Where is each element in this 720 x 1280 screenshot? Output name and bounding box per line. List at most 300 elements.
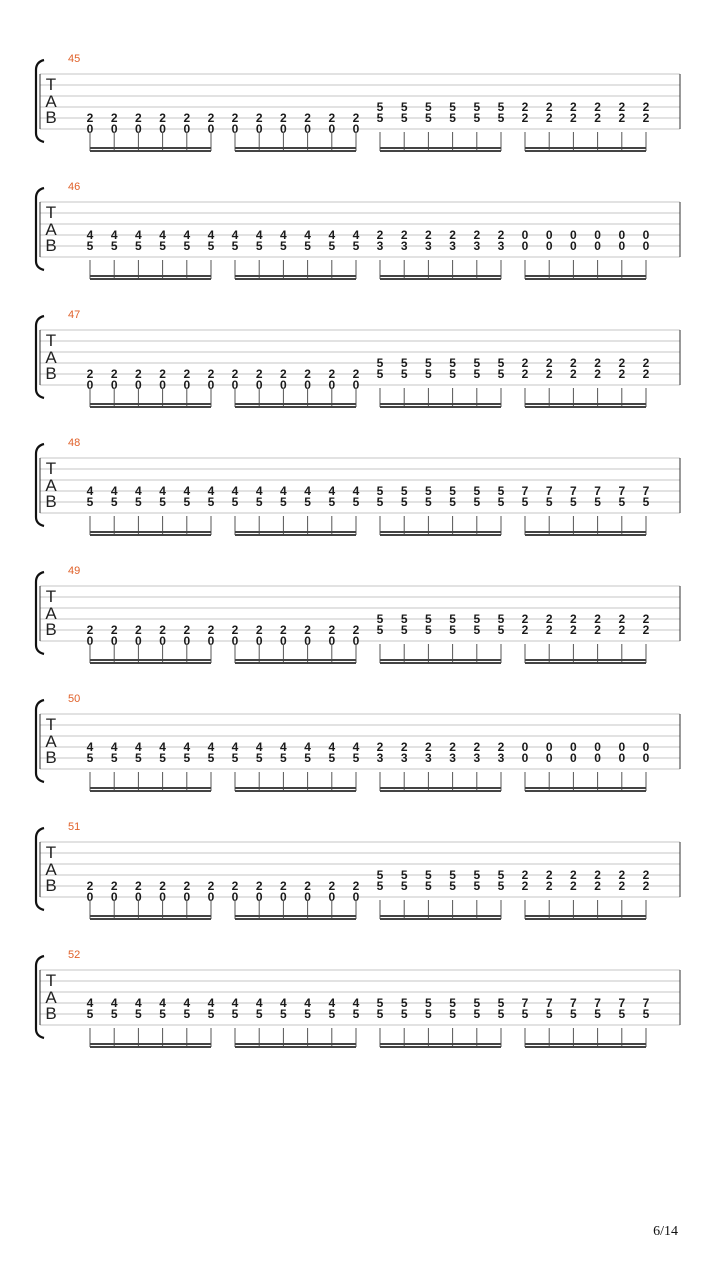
fret-number: 2 xyxy=(231,623,239,637)
fret-number: 0 xyxy=(110,890,118,904)
fret-number: 2 xyxy=(594,879,601,893)
tab-clef-letter: A xyxy=(45,220,57,239)
fret-number: 0 xyxy=(135,378,142,392)
fret-number: 5 xyxy=(207,495,215,509)
fret-number: 2 xyxy=(135,623,142,637)
fret-number: 0 xyxy=(86,890,94,904)
fret-number: 2 xyxy=(570,356,577,370)
fret-number: 5 xyxy=(280,495,287,509)
fret-number: 5 xyxy=(376,484,384,498)
fret-number: 2 xyxy=(280,623,287,637)
fret-number: 2 xyxy=(545,623,553,637)
fret-number: 4 xyxy=(352,740,360,754)
fret-number: 2 xyxy=(159,879,166,893)
fret-number: 4 xyxy=(255,484,263,498)
fret-number: 2 xyxy=(570,367,577,381)
fret-number: 2 xyxy=(594,623,601,637)
fret-number: 5 xyxy=(352,1007,360,1021)
fret-number: 2 xyxy=(86,879,94,893)
fret-number: 2 xyxy=(521,100,529,114)
fret-number: 0 xyxy=(207,122,215,136)
tab-clef-letter: T xyxy=(45,587,57,606)
fret-number: 5 xyxy=(473,879,481,893)
fret-number: 2 xyxy=(521,367,529,381)
fret-number: 2 xyxy=(545,879,553,893)
fret-number: 5 xyxy=(473,1007,481,1021)
fret-number: 0 xyxy=(618,740,626,754)
fret-number: 0 xyxy=(86,634,94,648)
fret-number: 5 xyxy=(328,495,336,509)
fret-number: 5 xyxy=(255,495,263,509)
fret-number: 5 xyxy=(425,1007,432,1021)
fret-number: 0 xyxy=(594,740,601,754)
fret-number: 4 xyxy=(135,740,142,754)
tab-system xyxy=(36,949,680,1047)
fret-number: 5 xyxy=(376,100,384,114)
fret-number: 7 xyxy=(570,996,577,1010)
fret-number: 2 xyxy=(642,356,650,370)
fret-number: 2 xyxy=(618,623,626,637)
fret-number: 5 xyxy=(376,879,384,893)
fret-number: 2 xyxy=(207,623,215,637)
fret-number: 2 xyxy=(280,111,287,125)
fret-number: 4 xyxy=(183,228,191,242)
fret-number: 5 xyxy=(207,1007,215,1021)
tab-clef-letter: T xyxy=(45,843,57,862)
fret-number: 5 xyxy=(352,239,360,253)
fret-number: 5 xyxy=(376,367,384,381)
fret-number: 5 xyxy=(110,495,118,509)
fret-number: 5 xyxy=(376,111,384,125)
tab-clef-letter: A xyxy=(45,92,57,111)
fret-number: 0 xyxy=(618,751,626,765)
fret-number: 5 xyxy=(400,868,408,882)
fret-number: 5 xyxy=(183,495,191,509)
fret-number: 4 xyxy=(159,484,166,498)
fret-number: 2 xyxy=(207,111,215,125)
fret-number: 4 xyxy=(328,484,336,498)
fret-number: 5 xyxy=(280,239,287,253)
fret-number: 5 xyxy=(449,356,456,370)
fret-number: 3 xyxy=(497,239,505,253)
fret-number: 5 xyxy=(231,1007,239,1021)
fret-number: 0 xyxy=(618,239,626,253)
fret-number: 4 xyxy=(352,484,360,498)
fret-number: 5 xyxy=(400,612,408,626)
fret-number: 5 xyxy=(400,356,408,370)
measure-number: 51 xyxy=(68,821,81,833)
fret-number: 0 xyxy=(352,890,360,904)
fret-number: 5 xyxy=(328,239,336,253)
fret-number: 5 xyxy=(183,1007,191,1021)
fret-number: 2 xyxy=(449,740,456,754)
fret-number: 5 xyxy=(159,751,166,765)
fret-number: 0 xyxy=(570,228,577,242)
fret-number: 5 xyxy=(497,1007,505,1021)
fret-number: 5 xyxy=(280,751,287,765)
fret-number: 5 xyxy=(255,751,263,765)
fret-number: 4 xyxy=(183,484,191,498)
fret-number: 2 xyxy=(618,100,626,114)
fret-number: 0 xyxy=(135,122,142,136)
fret-number: 2 xyxy=(207,879,215,893)
fret-number: 0 xyxy=(642,239,650,253)
fret-number: 5 xyxy=(376,495,384,509)
fret-number: 0 xyxy=(183,634,191,648)
fret-number: 0 xyxy=(255,890,263,904)
fret-number: 5 xyxy=(255,1007,263,1021)
fret-number: 5 xyxy=(497,356,505,370)
fret-number: 5 xyxy=(207,751,215,765)
tab-clef-letter: T xyxy=(45,715,57,734)
fret-number: 7 xyxy=(545,996,553,1010)
fret-number: 5 xyxy=(159,1007,166,1021)
fret-number: 0 xyxy=(642,228,650,242)
fret-number: 2 xyxy=(183,367,191,381)
fret-number: 2 xyxy=(545,100,553,114)
fret-number: 2 xyxy=(255,367,263,381)
fret-number: 5 xyxy=(207,239,215,253)
tab-clef-letter: B xyxy=(45,364,57,383)
tab-clef-letter: B xyxy=(45,236,57,255)
fret-number: 2 xyxy=(304,623,311,637)
fret-number: 2 xyxy=(642,612,650,626)
fret-number: 4 xyxy=(135,996,142,1010)
fret-number: 0 xyxy=(328,378,336,392)
fret-number: 5 xyxy=(497,868,505,882)
fret-number: 5 xyxy=(400,996,408,1010)
fret-number: 2 xyxy=(521,612,529,626)
fret-number: 0 xyxy=(207,890,215,904)
fret-number: 2 xyxy=(545,367,553,381)
fret-number: 4 xyxy=(159,228,166,242)
fret-number: 5 xyxy=(473,100,481,114)
fret-number: 2 xyxy=(159,367,166,381)
fret-number: 0 xyxy=(304,122,311,136)
fret-number: 5 xyxy=(473,367,481,381)
fret-number: 5 xyxy=(425,356,432,370)
fret-number: 4 xyxy=(255,996,263,1010)
fret-number: 4 xyxy=(110,996,118,1010)
fret-number: 2 xyxy=(110,367,118,381)
measure-number: 48 xyxy=(68,437,81,449)
fret-number: 3 xyxy=(400,239,408,253)
fret-number: 5 xyxy=(183,751,191,765)
fret-number: 2 xyxy=(618,879,626,893)
fret-number: 5 xyxy=(328,1007,336,1021)
fret-number: 5 xyxy=(642,1007,650,1021)
fret-number: 5 xyxy=(231,495,239,509)
fret-number: 5 xyxy=(497,612,505,626)
fret-number: 5 xyxy=(449,996,456,1010)
fret-number: 4 xyxy=(110,228,118,242)
fret-number: 0 xyxy=(352,122,360,136)
fret-number: 5 xyxy=(135,1007,142,1021)
fret-number: 0 xyxy=(183,122,191,136)
fret-number: 4 xyxy=(280,228,287,242)
fret-number: 2 xyxy=(328,367,336,381)
fret-number: 5 xyxy=(497,495,505,509)
fret-number: 2 xyxy=(231,879,239,893)
fret-number: 5 xyxy=(86,751,94,765)
fret-number: 4 xyxy=(110,740,118,754)
fret-number: 2 xyxy=(328,623,336,637)
fret-number: 2 xyxy=(642,868,650,882)
fret-number: 5 xyxy=(135,495,142,509)
fret-number: 4 xyxy=(280,484,287,498)
fret-number: 2 xyxy=(594,111,601,125)
fret-number: 5 xyxy=(231,239,239,253)
fret-number: 4 xyxy=(231,484,239,498)
fret-number: 2 xyxy=(304,879,311,893)
fret-number: 0 xyxy=(328,122,336,136)
fret-number: 5 xyxy=(159,495,166,509)
tab-clef-letter: T xyxy=(45,971,57,990)
fret-number: 5 xyxy=(449,484,456,498)
fret-number: 5 xyxy=(497,111,505,125)
fret-number: 0 xyxy=(135,890,142,904)
fret-number: 5 xyxy=(425,996,432,1010)
fret-number: 4 xyxy=(135,484,142,498)
fret-number: 5 xyxy=(473,356,481,370)
fret-number: 5 xyxy=(449,1007,456,1021)
fret-number: 2 xyxy=(594,868,601,882)
tab-system xyxy=(36,53,680,151)
fret-number: 5 xyxy=(449,612,456,626)
fret-number: 2 xyxy=(376,740,384,754)
fret-number: 0 xyxy=(231,378,239,392)
fret-number: 0 xyxy=(255,122,263,136)
fret-number: 5 xyxy=(304,495,311,509)
measure-number: 50 xyxy=(68,693,81,705)
fret-number: 5 xyxy=(400,100,408,114)
fret-number: 5 xyxy=(449,367,456,381)
fret-number: 4 xyxy=(207,996,215,1010)
fret-number: 7 xyxy=(521,484,529,498)
fret-number: 0 xyxy=(231,634,239,648)
fret-number: 2 xyxy=(618,612,626,626)
fret-number: 2 xyxy=(497,228,505,242)
fret-number: 5 xyxy=(497,996,505,1010)
fret-number: 4 xyxy=(86,996,94,1010)
fret-number: 2 xyxy=(570,100,577,114)
fret-number: 2 xyxy=(135,367,142,381)
fret-number: 7 xyxy=(521,996,529,1010)
fret-number: 5 xyxy=(231,751,239,765)
fret-number: 4 xyxy=(280,996,287,1010)
fret-number: 0 xyxy=(231,122,239,136)
fret-number: 0 xyxy=(86,378,94,392)
fret-number: 5 xyxy=(400,111,408,125)
fret-number: 4 xyxy=(352,228,360,242)
fret-number: 0 xyxy=(594,239,601,253)
fret-number: 2 xyxy=(594,367,601,381)
fret-number: 2 xyxy=(642,623,650,637)
tab-clef-letter: A xyxy=(45,604,57,623)
fret-number: 5 xyxy=(86,239,94,253)
tab-clef-letter: A xyxy=(45,732,57,751)
fret-number: 2 xyxy=(352,623,360,637)
fret-number: 2 xyxy=(642,367,650,381)
tab-clef-letter: B xyxy=(45,620,57,639)
fret-number: 4 xyxy=(183,996,191,1010)
fret-number: 4 xyxy=(86,740,94,754)
fret-number: 5 xyxy=(425,495,432,509)
fret-number: 5 xyxy=(473,612,481,626)
fret-number: 4 xyxy=(231,996,239,1010)
fret-number: 0 xyxy=(183,378,191,392)
fret-number: 2 xyxy=(545,612,553,626)
fret-number: 3 xyxy=(449,751,456,765)
fret-number: 5 xyxy=(473,111,481,125)
tab-system xyxy=(36,821,680,919)
fret-number: 2 xyxy=(86,367,94,381)
fret-number: 2 xyxy=(521,623,529,637)
fret-number: 5 xyxy=(425,868,432,882)
fret-number: 7 xyxy=(642,484,650,498)
fret-number: 4 xyxy=(255,228,263,242)
fret-number: 0 xyxy=(642,751,650,765)
tab-clef-letter: T xyxy=(45,459,57,478)
fret-number: 7 xyxy=(618,996,626,1010)
fret-number: 5 xyxy=(400,495,408,509)
fret-number: 4 xyxy=(304,484,311,498)
tab-clef-letter: B xyxy=(45,1004,57,1023)
fret-number: 2 xyxy=(521,868,529,882)
fret-number: 5 xyxy=(400,1007,408,1021)
fret-number: 4 xyxy=(255,740,263,754)
fret-number: 2 xyxy=(425,740,432,754)
fret-number: 5 xyxy=(376,623,384,637)
fret-number: 4 xyxy=(159,740,166,754)
fret-number: 5 xyxy=(497,879,505,893)
fret-number: 2 xyxy=(304,367,311,381)
fret-number: 5 xyxy=(449,100,456,114)
fret-number: 5 xyxy=(376,868,384,882)
fret-number: 0 xyxy=(231,890,239,904)
tab-clef-letter: B xyxy=(45,108,57,127)
fret-number: 7 xyxy=(570,484,577,498)
fret-number: 4 xyxy=(159,996,166,1010)
fret-number: 2 xyxy=(425,228,432,242)
fret-number: 7 xyxy=(545,484,553,498)
fret-number: 2 xyxy=(618,367,626,381)
fret-number: 0 xyxy=(545,740,553,754)
fret-number: 2 xyxy=(521,111,529,125)
fret-number: 7 xyxy=(642,996,650,1010)
fret-number: 0 xyxy=(352,378,360,392)
tab-clef-letter: T xyxy=(45,331,57,350)
fret-number: 2 xyxy=(521,879,529,893)
tab-clef-letter: A xyxy=(45,348,57,367)
fret-number: 4 xyxy=(280,740,287,754)
fret-number: 5 xyxy=(135,239,142,253)
fret-number: 7 xyxy=(594,484,601,498)
fret-number: 2 xyxy=(449,228,456,242)
measure-number: 45 xyxy=(68,53,81,65)
fret-number: 5 xyxy=(304,751,311,765)
fret-number: 0 xyxy=(304,890,311,904)
fret-number: 0 xyxy=(642,740,650,754)
fret-number: 5 xyxy=(425,484,432,498)
fret-number: 4 xyxy=(328,996,336,1010)
fret-number: 5 xyxy=(425,623,432,637)
fret-number: 0 xyxy=(255,634,263,648)
fret-number: 0 xyxy=(521,751,529,765)
fret-number: 0 xyxy=(280,378,287,392)
fret-number: 2 xyxy=(570,612,577,626)
fret-number: 5 xyxy=(594,495,601,509)
fret-number: 5 xyxy=(86,1007,94,1021)
fret-number: 2 xyxy=(473,228,481,242)
fret-number: 5 xyxy=(376,356,384,370)
fret-number: 0 xyxy=(521,239,529,253)
fret-number: 0 xyxy=(159,634,166,648)
fret-number: 5 xyxy=(449,868,456,882)
fret-number: 5 xyxy=(328,751,336,765)
fret-number: 2 xyxy=(570,623,577,637)
fret-number: 2 xyxy=(183,879,191,893)
fret-number: 0 xyxy=(110,378,118,392)
fret-number: 0 xyxy=(86,122,94,136)
fret-number: 3 xyxy=(473,751,481,765)
fret-number: 5 xyxy=(304,1007,311,1021)
fret-number: 0 xyxy=(352,634,360,648)
fret-number: 3 xyxy=(497,751,505,765)
fret-number: 2 xyxy=(159,623,166,637)
fret-number: 5 xyxy=(255,239,263,253)
fret-number: 5 xyxy=(618,1007,626,1021)
fret-number: 2 xyxy=(231,111,239,125)
fret-number: 2 xyxy=(255,623,263,637)
fret-number: 5 xyxy=(400,484,408,498)
fret-number: 5 xyxy=(110,751,118,765)
fret-number: 5 xyxy=(618,495,626,509)
fret-number: 5 xyxy=(376,612,384,626)
measure-number: 52 xyxy=(68,949,81,961)
fret-number: 5 xyxy=(497,484,505,498)
tab-system xyxy=(36,565,680,663)
fret-number: 7 xyxy=(594,996,601,1010)
fret-number: 3 xyxy=(376,239,384,253)
fret-number: 5 xyxy=(473,996,481,1010)
fret-number: 5 xyxy=(400,367,408,381)
fret-number: 4 xyxy=(304,228,311,242)
fret-number: 0 xyxy=(545,751,553,765)
measure-number: 47 xyxy=(68,309,81,321)
fret-number: 5 xyxy=(304,239,311,253)
tab-system xyxy=(36,693,680,791)
fret-number: 2 xyxy=(183,623,191,637)
fret-number: 2 xyxy=(521,356,529,370)
fret-number: 4 xyxy=(304,996,311,1010)
fret-number: 3 xyxy=(425,239,432,253)
fret-number: 0 xyxy=(521,228,529,242)
fret-number: 5 xyxy=(449,879,456,893)
fret-number: 5 xyxy=(86,495,94,509)
fret-number: 2 xyxy=(376,228,384,242)
fret-number: 4 xyxy=(207,740,215,754)
fret-number: 3 xyxy=(376,751,384,765)
fret-number: 5 xyxy=(497,367,505,381)
fret-number: 0 xyxy=(594,228,601,242)
fret-number: 0 xyxy=(328,634,336,648)
fret-number: 5 xyxy=(425,879,432,893)
fret-number: 2 xyxy=(594,356,601,370)
fret-number: 2 xyxy=(183,111,191,125)
fret-number: 0 xyxy=(207,378,215,392)
fret-number: 5 xyxy=(376,1007,384,1021)
